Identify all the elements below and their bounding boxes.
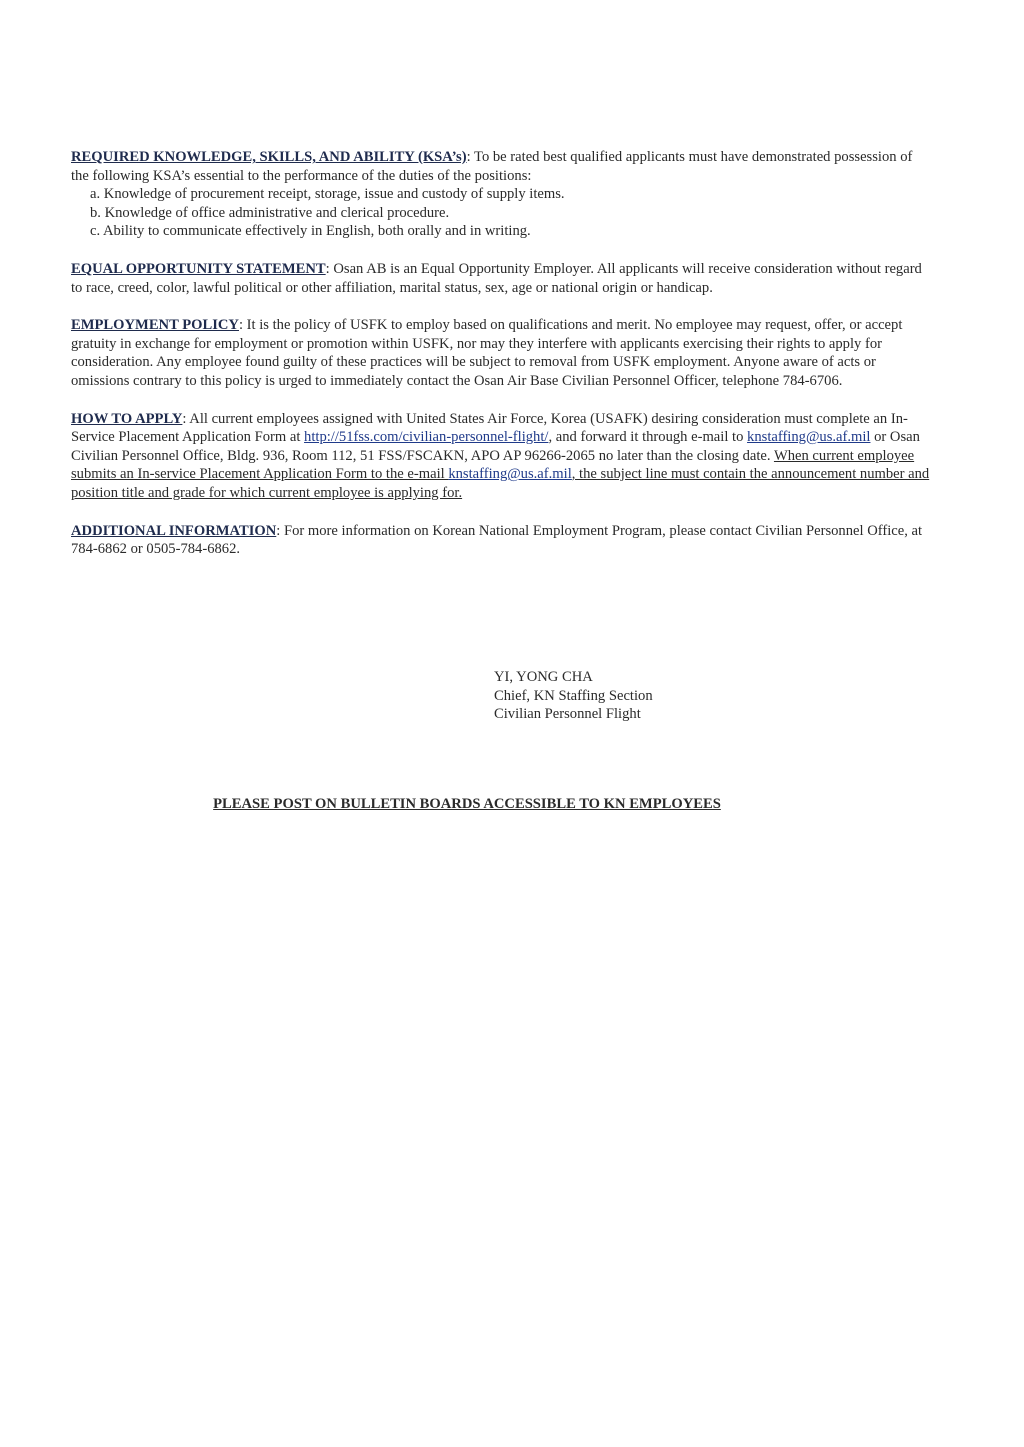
additional-info-heading: ADDITIONAL INFORMATION: [71, 522, 277, 539]
email-subject-note-1: When current employee submits an In-service Placement Application Form to the e-mail: [71, 447, 915, 483]
how-to-apply-text-1: : All current employees assigned with United States Air Force, Korea (USAFK) desiring consideration must complete an In-Service Placement Application Form at: [71, 410, 908, 446]
ksa-paragraph: [71, 148, 933, 185]
document-body: [71, 148, 933, 578]
how-to-apply-heading: HOW TO APPLY: [71, 410, 183, 427]
ksa-intro: : To be rated best qualified applicants must have demonstrated possession of the following KSA’s essential to the performance of the duties of the positions:: [71, 149, 913, 184]
employment-policy-section: [71, 316, 933, 390]
how-to-apply-text-2: , and forward it through e-mail to: [548, 429, 748, 446]
equal-opportunity-section: [71, 260, 933, 297]
signer-title: Chief, KN Staffing Section: [494, 687, 653, 704]
ksa-item: a. Knowledge of procurement receipt, storage, issue and custody of supply items.: [90, 186, 565, 203]
equal-opportunity-text: : Osan AB is an Equal Opportunity Employer. All applicants will receive consideration without regard to race, creed, color, lawful political or other affiliation, marital status, sex, age or national origin or handicap.: [71, 260, 922, 296]
staffing-email-link[interactable]: knstaffing@us.af.mil: [747, 429, 871, 446]
signer-office: Civilian Personnel Flight: [494, 706, 641, 723]
bulletin-notice: PLEASE POST ON BULLETIN BOARDS ACCESSIBLE TO KN EMPLOYEES: [213, 796, 721, 812]
ksa-heading: REQUIRED KNOWLEDGE, SKILLS, AND ABILITY (KSA’s): [71, 149, 467, 165]
signer-name: YI, YONG CHA: [494, 669, 593, 685]
employment-policy-heading: EMPLOYMENT POLICY: [71, 317, 239, 334]
staffing-email-link-2[interactable]: knstaffing@us.af.mil: [448, 466, 572, 483]
additional-info-section: [71, 522, 933, 559]
email-subject-note-2: , the subject line must contain the announcement number and position title and grade for which current employee is applying for.: [71, 466, 930, 501]
application-form-link[interactable]: http://51fss.com/civilian-personnel-flight/: [304, 429, 549, 446]
how-to-apply-text-3: or Osan Civilian Personnel Office, Bldg. 936, Room 112, 51 FSS/FSCAKN, APO AP 96266-2065 no later than the closing date.: [71, 429, 920, 464]
signature-block: [494, 668, 653, 724]
ksa-item: c. Ability to communicate effectively in English, both orally and in writing.: [90, 223, 531, 240]
ksa-item: b. Knowledge of office administrative and clerical procedure.: [90, 204, 450, 221]
equal-opportunity-heading: EQUAL OPPORTUNITY STATEMENT: [71, 260, 326, 277]
additional-info-text: : For more information on Korean National Employment Program, please contact Civilian Personnel Office, at 784-6862 or 0505-784-6862.: [71, 522, 923, 558]
ksa-section: [71, 148, 933, 241]
employment-policy-text: : It is the policy of USFK to employ based on qualifications and merit. No employee may request, offer, or accept gratuity in exchange for employment or promotion within USFK, nor may they interfere with applicants exercising their rights to apply for consideration. Any employee found guilty of these practices will be subject to removal from USFK employment. Anyone aware of acts or omissions contrary to this policy is urged to immediately contact the Osan Air Base Civilian Personnel Officer, telephone 784-6706.: [71, 317, 903, 389]
ksa-list: [71, 185, 933, 241]
how-to-apply-section: [71, 410, 933, 503]
